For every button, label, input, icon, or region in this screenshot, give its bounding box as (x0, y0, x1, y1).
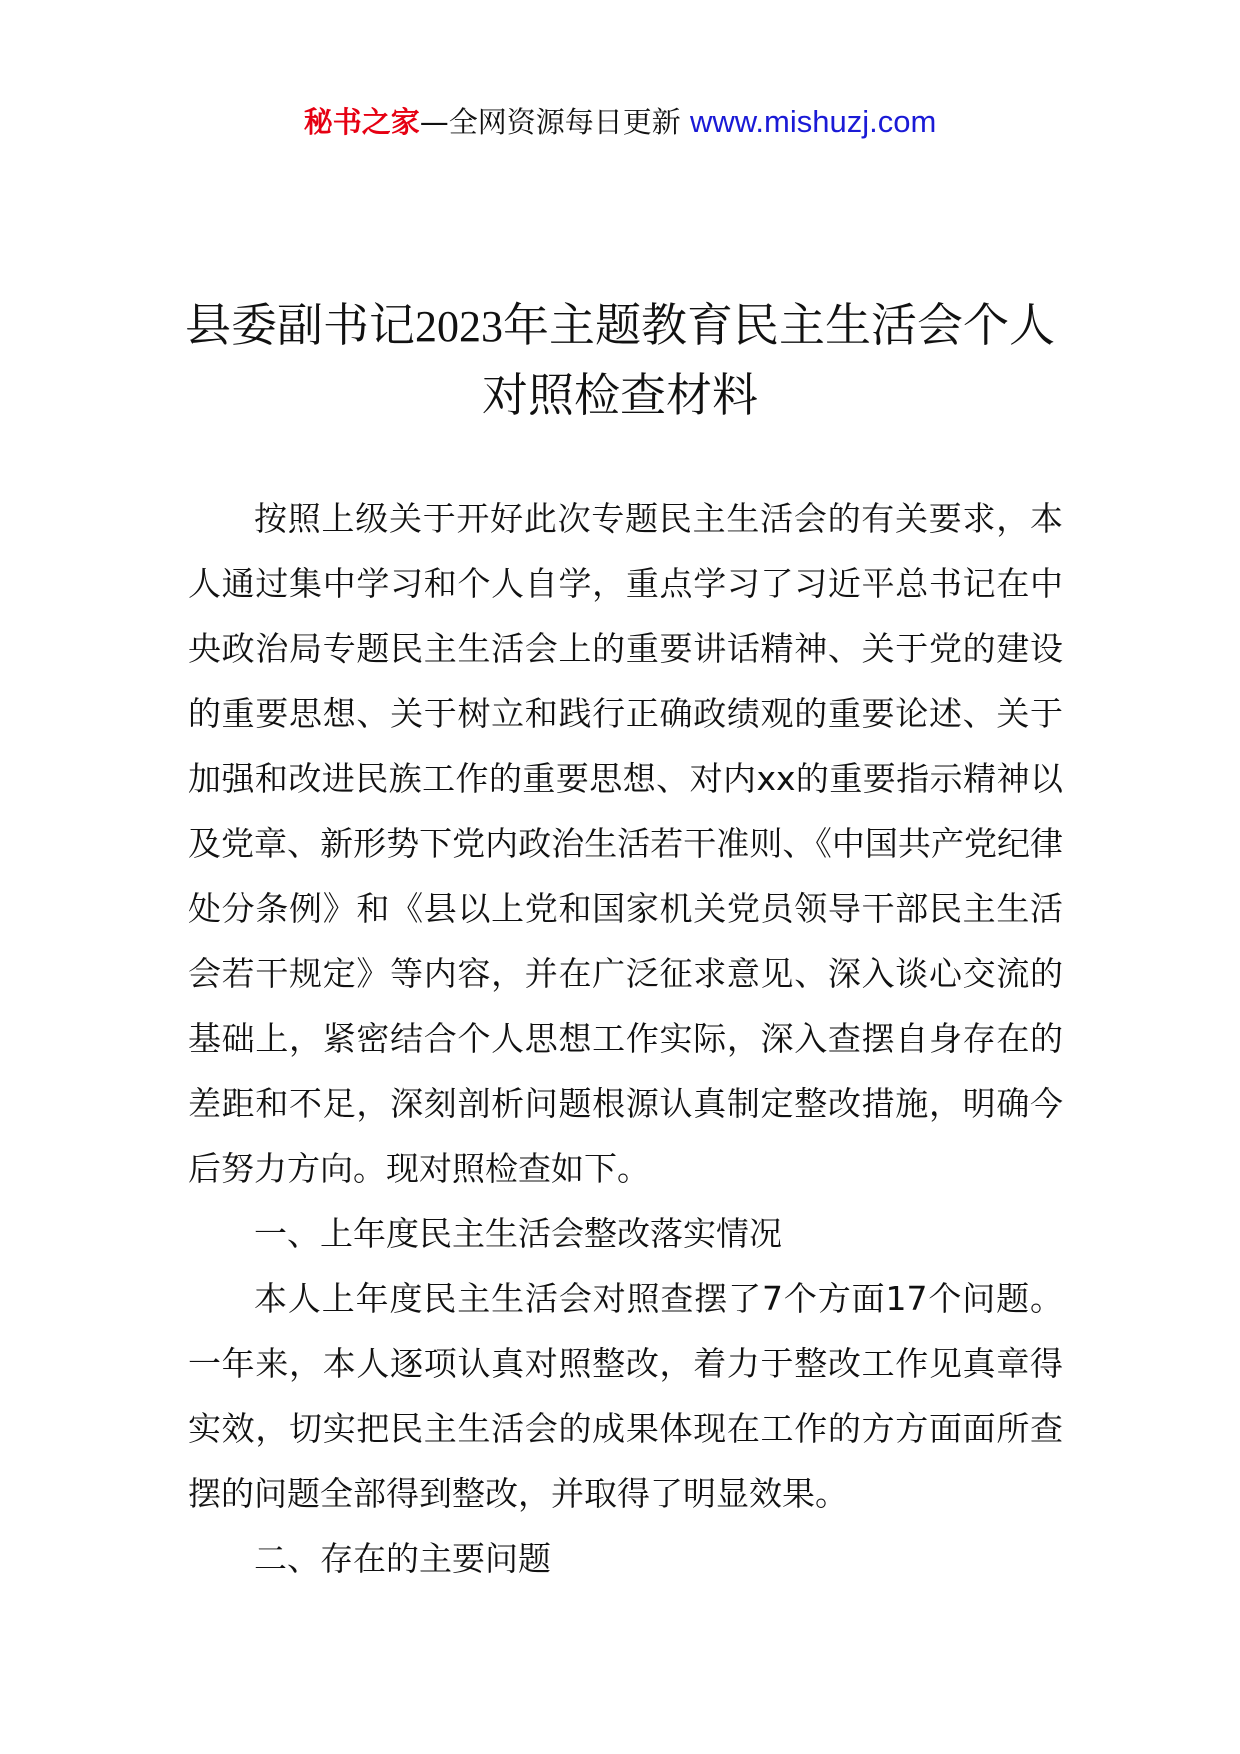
site-name: 秘书之家 (303, 105, 420, 139)
title-year: 2023 (415, 302, 503, 351)
document-body (188, 486, 1063, 1591)
site-url-link[interactable]: www.mishuzj.com (689, 104, 937, 139)
title-part-2: 年主题教育民主生活会个人对照检查材料 (482, 298, 1055, 422)
site-header (0, 102, 1240, 142)
title-part-1: 县委副书记 (185, 298, 415, 352)
site-tagline: —全网资源每日更新 (419, 105, 681, 139)
section-1-paragraph: 本人上年度民主生活会对照查摆了7个方面17个问题。一年来，本人逐项认真对照整改，着力于整改工作见真章得实效，切实把民主生活会的成果体现在工作的方方面面所查摆的问题全部得到整改，并取得了明显效果。 (188, 1279, 1063, 1513)
section-heading-2: 二、存在的主要问题 (254, 1539, 551, 1578)
section-heading-1: 一、上年度民主生活会整改落实情况 (254, 1214, 782, 1253)
intro-paragraph: 按照上级关于开好此次专题民主生活会的有关要求，本人通过集中学习和个人自学，重点学习了习近平总书记在中央政治局专题民主生活会上的重要讲话精神、关于党的建设的重要思想、关于树立和践行正确政绩观的重要论述、关于加强和改进民族工作的重要思想、对内xx的重要指示精神以及党章、新形势下党内政治生活若干准则、《中国共产党纪律处分条例》和《县以上党和国家机关党员领导干部民主生活会若干规定》等内容，并在广泛征求意见、深入谈心交流的基础上，紧密结合个人思想工作实际，深入查摆自身存在的差距和不足，深刻剖析问题根源认真制定整改措施，明确今后努力方向。现对照检查如下。 (188, 499, 1063, 1188)
document-title (170, 291, 1070, 429)
